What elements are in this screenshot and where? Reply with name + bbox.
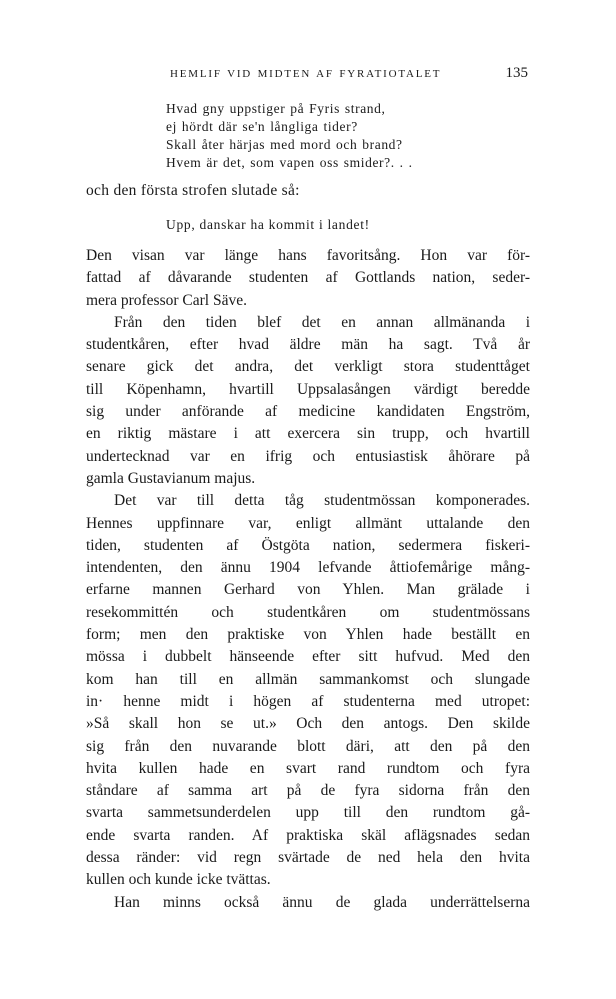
text-line: erfarne mannen Gerhard von Yhlen. Man grälade i — [86, 581, 530, 599]
text-line: »Så skall hon se ut.» Och den antogs. Den skilde — [86, 715, 530, 733]
text-line: studentkåren, efter hvad äldre män ha sagt. Två år — [86, 336, 530, 354]
text-line: intendenten, den ännu 1904 lefvande åttiofemårige mång- — [86, 559, 530, 577]
text-line: en riktig mästare i att exercera sin trupp, och hvartill — [86, 425, 530, 443]
text-line: Det var till detta tåg studentmössan komponerades. — [114, 492, 530, 510]
verse-stanza — [166, 100, 413, 172]
text-line: form; men den praktiske von Yhlen hade beställt en — [86, 626, 530, 644]
text-line: tiden, studenten af Östgöta nation, sedermera fiskeri- — [86, 536, 530, 554]
text-line: sig under anförande af medicine kandidaten Engström, — [86, 403, 530, 421]
lead-sentence: och den första strofen slutade så: — [86, 182, 300, 199]
verse-line: Hvem är det, som vapen oss smider?. . . — [166, 155, 413, 170]
text-line: ende svarta randen. Af praktiska skäl aflägsnades sedan — [86, 826, 530, 844]
page-header — [86, 65, 532, 88]
text-line: Hennes uppfinnare var, enligt allmänt uttalande den — [86, 514, 530, 532]
text-line: gamla Gustavianum majus. — [86, 469, 256, 487]
page-number: 135 — [505, 65, 528, 81]
text-line: fattad af dåvarande studenten af Gottlands nation, seder- — [86, 269, 530, 287]
verse-line: Hvad gny uppstiger på Fyris strand, — [166, 101, 386, 116]
body-text — [86, 245, 530, 914]
text-line: undertecknad var en ifrig och entusiastisk åhörare på — [86, 447, 530, 465]
text-line: mössa i dubbelt hänseende efter sitt hufvud. Med den — [86, 648, 530, 666]
verse-line: Skall åter härjas med mord och brand? — [166, 137, 403, 152]
text-line: mera professor Carl Säve. — [86, 291, 247, 309]
text-line: dessa ränder: vid regn svärtade de ned hela den hvita — [86, 849, 530, 867]
text-line: Han minns också ännu de glada underrättelserna — [114, 893, 530, 911]
text-line: senare gick det andra, det verkligt stora studenttåget — [86, 358, 530, 376]
text-line: in· henne midt i högen af studenterna med utropet: — [86, 692, 530, 710]
text-line: Den visan var länge hans favoritsång. Hon var för- — [86, 247, 530, 264]
text-line: kom han till en allmän sammankomst och slungade — [86, 670, 530, 688]
quoted-line: Upp, danskar ha kommit i landet! — [166, 217, 370, 232]
text-line: resekommittén och studentkåren om studentmössans — [86, 603, 530, 621]
text-line: kullen och kunde icke tvättas. — [86, 871, 271, 889]
text-line: Från den tiden blef det en annan allmänanda i — [114, 313, 530, 331]
verse-line: ej hördt där se'n långliga tider? — [166, 119, 358, 134]
running-title: HEMLIF VID MIDTEN AF FYRATIOTALET — [170, 68, 442, 80]
text-line: hvita kullen hade en svart rand rundtom och fyra — [86, 759, 530, 777]
text-line: till Köpenhamn, hvartill Uppsalasången värdigt beredde — [86, 380, 530, 398]
text-line: svarta sammetsunderdelen upp till den rundtom gå- — [86, 804, 530, 822]
text-line: sig från den nuvarande blott däri, att den på den — [86, 737, 530, 755]
text-line: ståndare af samma art på de fyra sidorna från den — [86, 782, 530, 800]
